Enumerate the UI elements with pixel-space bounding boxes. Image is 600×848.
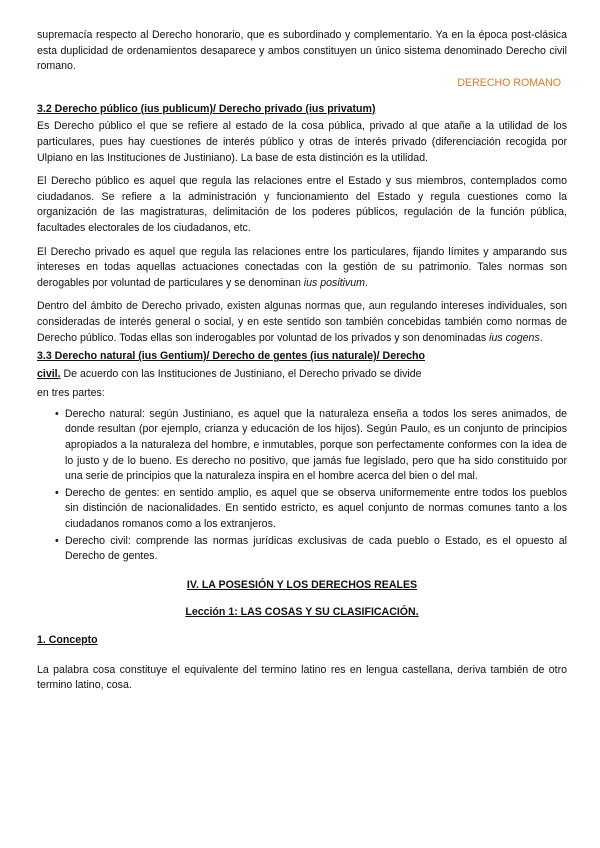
intro-paragraph: supremacía respecto al Derecho honorario, que es subordinado y complementario. Ya en la época post-clásica esta duplicidad de ordenamientos desaparece y ambos constituyen un único sistema denominado Derecho civil romano.	[37, 29, 567, 73]
s32-paragraph-3	[37, 245, 567, 292]
s32-paragraph-2: El Derecho público es aquel que regula las relaciones entre el Estado y sus miembros, contemplados como ciudadanos. Se refiere a la administración y funcionamiento del Estado y regula cuestiones como la organización de las magistraturas, delimitación de los poderes públicos, regulación de la función pública, facultades electorales de los ciudadanos, etc.	[37, 175, 567, 234]
part-iv-title: IV. LA POSESIÓN Y LOS DERECHOS REALES	[186, 578, 418, 591]
section-3-3-heading: 3.3 Derecho natural (ius Gentium)/ Derecho de gentes (ius naturale)/ Derecho	[37, 350, 425, 363]
list-item-derecho-civil: • Derecho civil: comprende las normas jurídicas exclusivas de cada pueblo o Estado, es el opuesto al Derecho de gentes.	[53, 534, 567, 565]
law-parts-list	[37, 407, 567, 565]
s32-p3-end: .	[365, 276, 368, 289]
ius-cogens-term: ius cogens	[489, 331, 540, 344]
ius-positivum-term: ius positivum	[303, 276, 366, 289]
list-item-derecho-gentes: • Derecho de gentes: en sentido amplio, es aquel que se observa uniformemente entre todos los pueblos sin distinción de nacionalidades. En sentido estricto, es aquel conjunto de normas comunes tanto a los ciudadanos romanos como a los extranjeros.	[53, 486, 567, 533]
s32-paragraph-4	[37, 299, 567, 346]
section-3-2-heading: 3.2 Derecho público (ius publicum)/ Derecho privado (ius privatum)	[37, 102, 376, 115]
s32-paragraph-1: Es Derecho público el que se refiere al estado de la cosa pública, privado al que atañe a la utilidad de los particulares, pues hay cuestiones de interés público y otras de interés privado (diferenciación recogida por Ulpiano en las Instituciones de Justiniano). La base de esta distinción es la utilidad.	[37, 120, 567, 164]
s32-p4-text: Dentro del ámbito de Derecho privado, existen algunas normas que, aun regulando intereses individuales, son consideradas de interés general o social, y en este sentido son también concebidas también como normas de Derecho público. Todas ellas son inderogables por voluntad de los privados y son denominadas	[37, 300, 567, 344]
s32-p3-text: El Derecho privado es aquel que regula las relaciones entre los particulares, fijando límites y amparando sus intereses en todas aquellas actuaciones conectadas con la gestión de su patrimonio. Tales normas son derogables por voluntad de particulares y se denominan	[37, 245, 567, 289]
document-page	[37, 28, 567, 694]
running-header: DERECHO ROMANO	[457, 76, 561, 89]
concept-paragraph: La palabra cosa constituye el equivalente del termino latino res en lengua castellana, deriva también de otro termino latino, cosa.	[37, 663, 567, 692]
concept-heading: 1. Concepto	[37, 634, 98, 646]
s33-lead	[37, 367, 567, 383]
list-item-derecho-natural: • Derecho natural: según Justiniano, es aquel que la naturaleza enseña a todos los seres animados, de donde resultan (por ejemplo, crianza y educación de los hijos). Según Paulo, es un conjunto de principios apropiados a la naturaleza del hombre, e inmutables, porque son perfectamente conformes con la idea de lo justo y de lo bueno. Es derecho no positivo, que jamás fue legislado, pero que ha sido constituido por una serie de principios que la naturaleza inspira en el hombre acerca del bien o del mal.	[53, 407, 567, 485]
s32-p4-end: .	[539, 331, 543, 344]
lesson-1-title: Lección 1: LAS COSAS Y SU CLASIFICACIÓN.	[185, 606, 419, 619]
section-3-3-heading-cont: civil.	[37, 367, 61, 380]
s33-lead-text: De acuerdo con las Instituciones de Justiniano, el Derecho privado se divide	[60, 367, 422, 380]
s33-lead-2: en tres partes:	[37, 387, 105, 400]
